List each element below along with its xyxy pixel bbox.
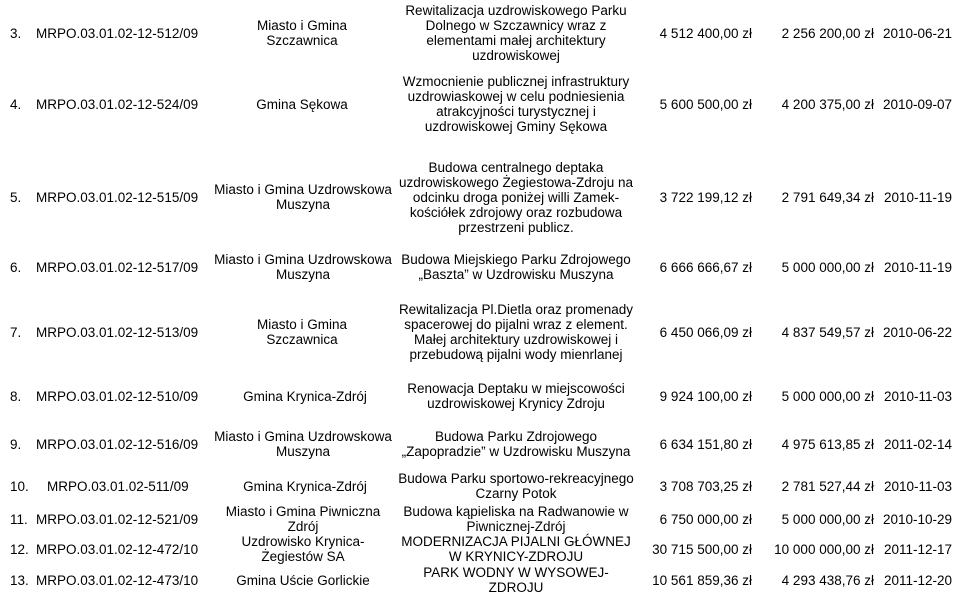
decision-date: 2010-10-29 [882, 511, 952, 527]
table-row [0, 66, 960, 142]
grant-value: 2 781 527,44 zł [781, 478, 874, 494]
row-number: 7. [10, 324, 22, 340]
project-title: Renowacja Deptaku w miejscowości uzdrowiskowej Krynicy Zdroju [407, 381, 625, 411]
total-value: 6 750 000,00 zł [659, 511, 752, 527]
beneficiary: Gmina Sękowa [256, 96, 348, 112]
grant-value: 4 837 549,57 zł [781, 324, 874, 340]
grant-value: 4 975 613,85 zł [781, 436, 874, 452]
grant-value: 5 000 000,00 zł [781, 388, 874, 404]
decision-date: 2010-09-07 [882, 96, 952, 112]
beneficiary: Gmina Krynica-Zdrój [243, 478, 367, 494]
row-number: 9. [10, 436, 22, 452]
beneficiary: Miasto i Gmina Uzdrowskowa Muszyna [214, 429, 392, 459]
table-row [0, 294, 960, 370]
project-title: Budowa centralnego deptaka uzdrowiskowego Żegiestowa-Zdroju na odcinku droga poniżej willi Zamek-kościółek zdrojowy oraz rozbudowa przestrzeni publicz. [398, 159, 634, 235]
project-title: MODERNIZACJA PIJALNI GŁÓWNEJ W KRYNICY-ZDROJU [401, 534, 631, 564]
table-row [0, 530, 960, 568]
grant-value: 2 791 649,34 zł [781, 189, 874, 205]
project-title: Rewitalizacja uzdrowiskowego Parku Dolnego w Szczawnicy wraz z elementami małej architektury uzdrowiskowej [405, 3, 627, 63]
total-value: 4 512 400,00 zł [659, 25, 752, 41]
table-row [0, 0, 960, 66]
beneficiary: Miasto i Gmina Szczawnica [256, 18, 348, 48]
row-number: 8. [10, 388, 22, 404]
total-value: 6 634 151,80 zł [659, 436, 752, 452]
project-title: Budowa Miejskiego Parku Zdrojowego „Baszta” w Uzdrowisku Muszyna [401, 252, 631, 282]
grant-value: 5 000 000,00 zł [781, 511, 874, 527]
row-number: 12. [10, 541, 29, 557]
project-title: PARK WODNY W WYSOWEJ-ZDROJU [423, 565, 609, 595]
beneficiary: Miasto i Gmina Uzdrowskowa Muszyna [214, 182, 392, 212]
beneficiary: Gmina Uście Gorlickie [236, 572, 370, 588]
row-number: 10. [10, 478, 29, 494]
project-code: MRPO.03.01.02-12-517/09 [36, 259, 199, 275]
project-code: MRPO.03.01.02-12-510/09 [36, 388, 199, 404]
grant-value: 10 000 000,00 zł [774, 541, 874, 557]
project-code: MRPO.03.01.02-511/09 [47, 478, 189, 494]
table-row [0, 468, 960, 504]
grant-value: 2 256 200,00 zł [781, 25, 874, 41]
project-code: MRPO.03.01.02-12-472/10 [36, 541, 199, 557]
row-number: 13. [10, 572, 29, 588]
beneficiary: Uzdrowisko Krynica-Żegiestów SA [241, 534, 365, 564]
project-code: MRPO.03.01.02-12-515/09 [36, 189, 199, 205]
beneficiary: Miasto i Gmina Piwniczna Zdrój [225, 504, 381, 534]
project-code: MRPO.03.01.02-12-516/09 [36, 436, 199, 452]
project-title: Rewitalizacja Pl.Dietla oraz promenady spacerowej do pijalni wraz z element. Małej architektury uzdrowiskowej i przebudową pijalni wody mienrlanej [398, 302, 634, 362]
total-value: 3 708 703,25 zł [659, 478, 752, 494]
project-code: MRPO.03.01.02-12-524/09 [36, 96, 199, 112]
project-title: Wzmocnienie publicznej infrastruktury uzdrowiaskowej w celu podniesienia atrakcyjności turystycznej i uzdrowiskowej Gminy Sękowa [402, 74, 630, 134]
decision-date: 2010-11-19 [883, 259, 952, 275]
row-number: 3. [10, 25, 22, 41]
total-value: 6 450 066,09 zł [659, 324, 752, 340]
project-title: Budowa Parku Zdrojowego „Zapopradzie” w Uzdrowisku Muszyna [401, 429, 631, 459]
decision-date: 2010-06-21 [882, 25, 952, 41]
total-value: 6 666 666,67 zł [659, 259, 752, 275]
project-code: MRPO.03.01.02-12-513/09 [36, 324, 199, 340]
table-row [0, 150, 960, 244]
project-code: MRPO.03.01.02-12-512/09 [36, 25, 199, 41]
total-value: 5 600 500,00 zł [659, 96, 752, 112]
project-code: MRPO.03.01.02-12-473/10 [36, 572, 199, 588]
project-code: MRPO.03.01.02-12-521/09 [36, 511, 199, 527]
table-row [0, 424, 960, 464]
table-row [0, 566, 960, 594]
total-value: 30 715 500,00 zł [652, 541, 752, 557]
decision-date: 2011-12-20 [883, 572, 952, 588]
row-number: 4. [10, 96, 22, 112]
decision-date: 2011-02-14 [883, 436, 952, 452]
project-title: Budowa Parku sportowo-rekreacyjnego Czarny Potok [398, 471, 634, 501]
beneficiary: Miasto i Gmina Uzdrowskowa Muszyna [214, 252, 392, 282]
decision-date: 2010-11-03 [883, 388, 952, 404]
table-row [0, 378, 960, 414]
row-number: 6. [10, 259, 22, 275]
table-row [0, 248, 960, 286]
decision-date: 2011-12-17 [883, 541, 952, 557]
decision-date: 2010-11-19 [883, 189, 952, 205]
beneficiary: Miasto i Gmina Szczawnica [256, 317, 348, 347]
total-value: 9 924 100,00 zł [659, 388, 752, 404]
grant-value: 4 200 375,00 zł [781, 96, 874, 112]
total-value: 10 561 859,36 zł [652, 572, 752, 588]
total-value: 3 722 199,12 zł [659, 189, 752, 205]
project-title: Budowa kąpieliska na Radwanowie w Piwnicznej-Zdrój [403, 504, 629, 534]
grant-value: 4 293 438,76 zł [781, 572, 874, 588]
row-number: 5. [10, 189, 22, 205]
grant-value: 5 000 000,00 zł [781, 259, 874, 275]
beneficiary: Gmina Krynica-Zdrój [243, 388, 367, 404]
decision-date: 2010-06-22 [882, 324, 952, 340]
row-number: 11. [10, 511, 28, 527]
decision-date: 2010-11-03 [883, 478, 952, 494]
